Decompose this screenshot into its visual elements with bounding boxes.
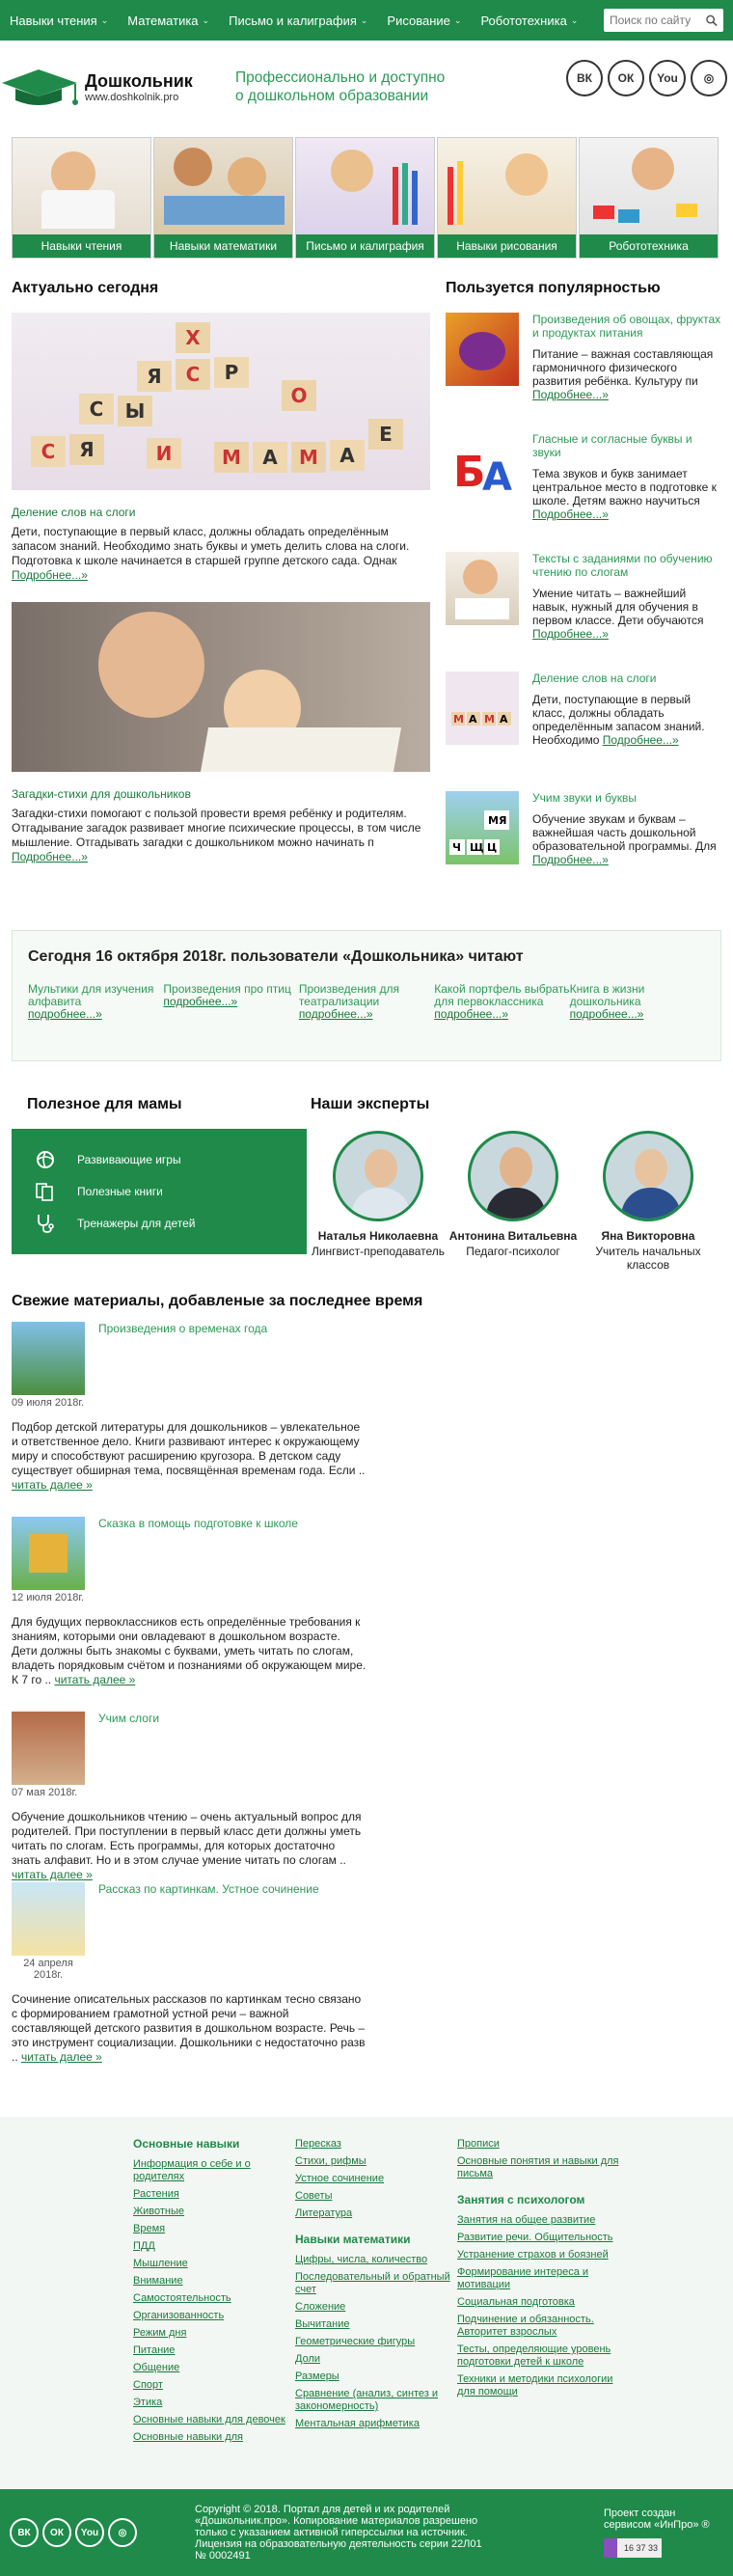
footer-link[interactable]: Геометрические фигуры xyxy=(295,2336,416,2347)
today-link[interactable]: Книга в жизни дошкольника подробнее...» xyxy=(569,982,645,1021)
fresh-date: 12 июля 2018г. xyxy=(12,1592,85,1603)
category-image xyxy=(13,138,150,234)
fresh-title[interactable]: Сказка в помощь подготовке к школе xyxy=(98,1517,298,1530)
footer-link[interactable]: Время xyxy=(133,2223,166,2234)
svg-text:С: С xyxy=(89,397,104,421)
expert-card[interactable]: Наталья Николаевна Лингвист-преподаватель xyxy=(311,1131,446,1272)
chevron-down-icon: ⌄ xyxy=(570,14,579,25)
nav-item-drawing[interactable]: Рисование ⌄ xyxy=(387,13,462,28)
category-image xyxy=(580,138,718,234)
read-more-link[interactable]: читать далее » xyxy=(21,2050,102,2064)
footer-bar xyxy=(0,2489,733,2576)
svg-text:И: И xyxy=(155,442,173,465)
fresh-thumbnail[interactable] xyxy=(12,1712,85,1785)
section-title: Свежие материалы, добавленые за последнее время xyxy=(12,1293,423,1309)
category-tile-writing[interactable]: Письмо и калиграфия xyxy=(295,137,435,259)
svg-text:Ч: Ч xyxy=(452,841,461,854)
footer-link[interactable]: Сложение xyxy=(295,2301,346,2313)
chevron-down-icon: ⌄ xyxy=(360,14,368,25)
svg-text:Р: Р xyxy=(224,361,239,384)
copyright-text: Copyright © 2018. Портал для детей и их родителей «Дошкольник.про». Копирование материалов разрешено только с указанием активной гиперссылки на источник. Лицензия на образовательную деятельность серии 22Л01 № 0002491 xyxy=(195,2504,482,2562)
fresh-title[interactable]: Рассказ по картинкам. Устное сочинение xyxy=(98,1882,319,1896)
more-link[interactable]: Подробнее...» xyxy=(532,853,609,866)
footer-column: Прописи Основные понятия и навыки для письма Занятия с психологом Занятия на общее развитие Развитие речи. Общительность Устранение страхов и боязней Формирование интереса и мотивации Социальная подготовка Подчинение и обязанность. Авторитет взрослых Тесты, определяющие уровень подготовки детей к школе Техники и методики психологии для помощи xyxy=(457,2138,619,2398)
ball-icon xyxy=(33,1150,58,1169)
svg-text:А: А xyxy=(469,713,477,726)
fresh-thumbnail[interactable] xyxy=(12,1322,85,1395)
fresh-item: Сказка в помощь подготовке к школе 12 июля 2018г. Для будущих первоклассников есть определённые требования к знаниям, которыми они овладевают в дошкольном возрасте. Дети должны быть знакомы с буквами, уметь читать по слогам, владеть порядковым счётом и познаниями об окружающем мире. К 7 го .. читать далее » xyxy=(12,1517,366,1686)
more-link[interactable]: Подробнее...» xyxy=(12,850,88,863)
svg-text:Х: Х xyxy=(185,326,201,349)
svg-text:А: А xyxy=(482,455,512,500)
footer-link[interactable]: Основные навыки для девочек xyxy=(133,2414,285,2425)
more-link[interactable]: Подробнее...» xyxy=(602,733,679,747)
svg-text:Е: Е xyxy=(379,423,393,446)
category-image xyxy=(154,138,292,234)
footer-link[interactable]: Тесты, определяющие уровень подготовки детей к школе xyxy=(457,2343,611,2368)
popular-thumbnail xyxy=(446,552,519,625)
more-link[interactable]: Подробнее...» xyxy=(532,388,609,401)
footer-link[interactable]: Информация о себе и о родителях xyxy=(133,2158,251,2182)
footer-link[interactable]: Организованность xyxy=(133,2310,225,2321)
books-icon xyxy=(33,1182,58,1201)
today-reading-block xyxy=(12,930,721,1061)
footer-link[interactable]: Последовательный и обратный счет xyxy=(295,2271,450,2295)
fresh-date: 24 апреля 2018г. xyxy=(23,1958,73,1981)
popular-thumbnail xyxy=(446,791,519,864)
fresh-item: Произведения о временах года 09 июля 2018г. Подбор детской литературы для дошкольников – увлекательное и ответственное дело. Книги развивают интерес к окружающему миру и способствуют расширению кругозора. В детском саду существует обширная тема, посвящённая временам года. Если .. читать далее » xyxy=(12,1322,366,1492)
actual-section xyxy=(12,280,430,895)
avatar xyxy=(468,1131,558,1221)
svg-text:А: А xyxy=(500,713,508,726)
footer-link[interactable]: Доли xyxy=(295,2353,321,2365)
experts-section xyxy=(311,1096,716,1272)
section-title: Наши эксперты xyxy=(311,1096,430,1112)
category-tile-math[interactable]: Навыки математики xyxy=(153,137,293,259)
footer-link[interactable]: Мышление xyxy=(133,2258,188,2269)
site-header xyxy=(0,41,733,133)
section-title: Актуально сегодня xyxy=(12,280,159,296)
footer-link[interactable]: Социальная подготовка xyxy=(457,2296,575,2308)
footer-link[interactable]: Вычитание xyxy=(295,2318,350,2330)
footer-link[interactable]: Этика xyxy=(133,2397,163,2408)
footer-link[interactable]: Устранение страхов и боязней xyxy=(457,2249,609,2261)
youtube-icon[interactable]: You xyxy=(649,60,686,96)
expert-card[interactable]: Антонина Витальевна Педагог-психолог xyxy=(446,1131,581,1272)
svg-text:М: М xyxy=(222,446,241,469)
footer-link[interactable]: Внимание xyxy=(133,2275,183,2287)
footer-link[interactable]: Занятия на общее развитие xyxy=(457,2214,596,2226)
avatar xyxy=(603,1131,693,1221)
footer-link[interactable]: Устное сочинение xyxy=(295,2173,385,2184)
visit-counter: 16 37 33 xyxy=(604,2538,662,2558)
svg-text:А: А xyxy=(262,446,278,469)
svg-text:Б: Б xyxy=(453,448,486,497)
today-heading: Сегодня 16 октября 2018г. пользователи «Дошкольника» читают xyxy=(28,948,524,965)
mom-item-trainers[interactable]: Тренажеры для детей xyxy=(33,1214,285,1233)
more-link[interactable]: Подробнее...» xyxy=(532,627,609,641)
nav-item-math[interactable]: Математика ⌄ xyxy=(127,13,210,28)
footer-link[interactable]: ПДД xyxy=(133,2240,155,2252)
footer-link[interactable]: Советы xyxy=(295,2190,333,2202)
site-logo[interactable] xyxy=(0,58,228,116)
svg-text:М: М xyxy=(484,713,495,726)
popular-thumbnail xyxy=(446,432,519,506)
footer-link[interactable]: Подчинение и обязанность. Авторитет взрослых xyxy=(457,2314,594,2338)
article-image[interactable] xyxy=(12,313,430,490)
read-more-link[interactable]: читать далее » xyxy=(12,1868,93,1881)
footer-link[interactable]: Прописи xyxy=(457,2138,500,2150)
footer-link[interactable]: Питание xyxy=(133,2344,176,2356)
svg-text:М: М xyxy=(299,446,318,469)
footer-link[interactable]: Ментальная арифметика xyxy=(295,2418,420,2429)
svg-text:С: С xyxy=(185,363,201,386)
fresh-title[interactable]: Произведения о временах года xyxy=(98,1322,268,1335)
instagram-icon[interactable]: ◎ xyxy=(691,60,727,96)
brand-url: www.doshkolnik.pro xyxy=(85,91,179,103)
footer-column: Пересказ Стихи, рифмы Устное сочинение Советы Литература Навыки математики Цифры, числа, количество Последовательный и обратный счет Сложение Вычитание Геометрические фигуры Доли Размеры Сравнение (анализ, синтез и закономерность) Ментальная арифметика xyxy=(295,2138,457,2489)
footer-link[interactable]: Основные навыки для xyxy=(133,2431,243,2443)
mom-section xyxy=(12,1096,307,1272)
read-more-link[interactable]: читать далее » xyxy=(12,1478,93,1492)
footer-link[interactable]: Пересказ xyxy=(295,2138,341,2150)
footer-link[interactable]: Размеры xyxy=(295,2370,339,2382)
odnoklassniki-icon[interactable]: ОК xyxy=(608,60,644,96)
today-link[interactable]: Произведения про птиц подробнее...» xyxy=(163,982,291,1008)
footer-link[interactable]: Режим дня xyxy=(133,2327,187,2339)
popular-item[interactable]: М А М А Деление слов на слоги Дети, поступающие в первый класс, должны обладать определённым запасом знаний. Необходимо Подробнее...» xyxy=(446,671,721,776)
footer-link[interactable]: Сравнение (анализ, синтез и закономерность) xyxy=(295,2388,439,2412)
svg-text:Ы: Ы xyxy=(124,399,146,423)
search-box xyxy=(604,9,723,32)
popular-thumbnail xyxy=(446,313,519,386)
instagram-icon[interactable]: ◎ xyxy=(108,2518,137,2547)
svg-text:Я: Я xyxy=(79,438,95,461)
more-link[interactable]: Подробнее...» xyxy=(532,507,609,521)
section-title: Пользуется популярностью xyxy=(446,280,661,296)
nav-item-writing[interactable]: Письмо и калиграфия ⌄ xyxy=(229,13,368,28)
popular-item[interactable]: Тексты с заданиями по обучению чтению по слогам Умение читать – важнейший навык, нужный для обучения в первом классе. Дети обучаются Подробнее...» xyxy=(446,552,721,656)
social-links xyxy=(566,60,727,96)
youtube-icon[interactable]: You xyxy=(75,2518,104,2547)
graduation-cap-icon xyxy=(0,58,85,116)
more-link[interactable]: Подробнее...» xyxy=(12,568,88,582)
footer-link[interactable]: Стихи, рифмы xyxy=(295,2155,366,2167)
vk-icon[interactable]: ВК xyxy=(10,2518,39,2547)
mom-item-books[interactable]: Полезные книги xyxy=(33,1182,285,1201)
footer-link[interactable]: Цифры, числа, количество xyxy=(295,2254,428,2265)
footer-link[interactable]: Техники и методики психологии для помощи xyxy=(457,2373,613,2398)
category-tile-reading[interactable]: Навыки чтения xyxy=(12,137,151,259)
svg-text:А: А xyxy=(339,444,355,467)
chevron-down-icon: ⌄ xyxy=(453,14,462,25)
svg-text:Щ: Щ xyxy=(470,841,484,854)
svg-text:О: О xyxy=(290,384,308,407)
footer-link[interactable]: Спорт xyxy=(133,2379,163,2391)
fresh-item: Учим слоги 07 мая 2018г. Обучение дошкольников чтению – очень актуальный вопрос для родителей. При поступлении в первый класс дети должны уметь читать по слогам. Есть программы, для которых достаточно знать алфавит. Но и в этом случае умение читать по слогам .. читать далее » xyxy=(12,1712,362,1881)
fresh-section xyxy=(0,1293,733,2065)
footer-link[interactable]: Развитие речи. Общительность xyxy=(457,2232,613,2243)
today-link[interactable]: Какой портфель выбрать для первоклассника подробнее...» xyxy=(434,982,570,1021)
popular-thumbnail xyxy=(446,671,519,745)
made-by: Проект создан сервисом «ИнПро» ® 16 37 33 xyxy=(604,2507,723,2558)
svg-text:М: М xyxy=(453,713,464,726)
article-image[interactable] xyxy=(12,602,430,772)
brand-name: Дошкольник xyxy=(85,70,193,91)
footer-link[interactable]: Общение xyxy=(133,2362,180,2373)
read-more-link[interactable]: читать далее » xyxy=(54,1673,136,1686)
svg-text:Ц: Ц xyxy=(487,841,498,854)
popular-section xyxy=(446,280,721,895)
fresh-item: Рассказ по картинкам. Устное сочинение 24 апреля 2018г. Сочинение описательных рассказов по картинкам тесно связано с формированием грамотной устной речи – важной составляющей детского развития в дошкольном возрасте. Речь – это инструмент социализации. Дошкольники с недостаточно разв .. читать далее » xyxy=(12,1882,366,2064)
fresh-title[interactable]: Учим слоги xyxy=(98,1712,160,1725)
letter-blocks-image xyxy=(12,313,430,490)
vk-icon[interactable]: ВК xyxy=(566,60,603,96)
fresh-thumbnail[interactable] xyxy=(12,1882,85,1956)
nav-item-robotics[interactable]: Робототехника ⌄ xyxy=(480,13,579,28)
search-icon[interactable] xyxy=(706,14,718,27)
expert-card[interactable]: Яна Викторовна Учитель начальных классов xyxy=(581,1131,716,1272)
svg-text:МЯ: МЯ xyxy=(488,814,507,827)
odnoklassniki-icon[interactable]: ОК xyxy=(42,2518,71,2547)
footer-column: Основные навыки Информация о себе и о родителях Растения Животные Время ПДД Мышление Внимание Самостоятельность Организованность Режим дня Питание Общение Спорт Этика Основные навыки для девочек Основные навыки для xyxy=(133,2138,295,2489)
popular-item[interactable]: Б А Гласные и согласные буквы и звуки Тема звуков и букв занимает центральное место в подготовке к школе. Детям важно научиться Подробнее...» xyxy=(446,432,721,536)
category-tile-robotics[interactable]: Робототехника xyxy=(579,137,719,259)
avatar xyxy=(333,1131,423,1221)
fresh-date: 09 июля 2018г. xyxy=(12,1397,85,1409)
svg-text:Я: Я xyxy=(147,365,162,388)
section-title: Полезное для мамы xyxy=(27,1096,182,1112)
footer-link[interactable]: Литература xyxy=(295,2207,353,2219)
today-link[interactable]: Мультики для изучения алфавита подробнее...» xyxy=(28,982,154,1021)
category-image xyxy=(438,138,576,234)
footer-link[interactable]: Формирование интереса и мотивации xyxy=(457,2266,589,2290)
svg-text:С: С xyxy=(41,440,56,463)
mom-menu xyxy=(12,1129,307,1254)
popular-item[interactable]: Произведения об овощах, фруктах и продуктах питания Питание – важная составляющая гармоничного физического развития ребёнка. Культуру пи Подробнее...» xyxy=(446,313,721,417)
fresh-thumbnail[interactable] xyxy=(12,1517,85,1590)
chevron-down-icon: ⌄ xyxy=(100,14,109,25)
category-image xyxy=(296,138,434,234)
article-text: Дети, поступающие в первый класс, должны обладать определённым запасом знаний. Необходимо знать буквы и уметь делить слова на слоги. Подготовка к школе начинается в старшей группе детского сада. Однак Подробнее...» xyxy=(12,525,410,582)
category-tile-drawing[interactable]: Навыки рисования xyxy=(437,137,577,259)
fresh-date: 07 мая 2018г. xyxy=(12,1787,78,1798)
stethoscope-icon xyxy=(33,1214,58,1233)
today-link[interactable]: Произведения для театрализации подробнее...» xyxy=(298,982,399,1021)
footer-link[interactable]: Самостоятельность xyxy=(133,2292,231,2304)
footer-link[interactable]: Животные xyxy=(133,2206,185,2217)
category-tiles xyxy=(0,137,733,259)
mom-item-games[interactable]: Развивающие игры xyxy=(33,1150,285,1169)
footer-link[interactable]: Растения xyxy=(133,2188,179,2200)
search-input[interactable] xyxy=(610,14,702,27)
popular-item[interactable]: Ч Щ Ц МЯ Учим звуки и буквы Обучение звукам и буквам – важнейшая часть дошкольной образовательной программы. Для Подробнее...» xyxy=(446,791,721,895)
article-link[interactable]: Загадки-стихи для дошкольников xyxy=(12,787,191,801)
footer-link[interactable]: Основные понятия и навыки для письма xyxy=(457,2155,619,2179)
footer-social xyxy=(10,2518,137,2547)
article-text: Загадки-стихи помогают с пользой провести время ребёнку и родителям. Отгадывание загадок развивает многие психические процессы, в том числе мышление. Отгадывать загадки с дошкольником можно начинать п Подробнее...» xyxy=(12,807,421,863)
footer-links xyxy=(0,2117,733,2489)
article-link[interactable]: Деление слов на слоги xyxy=(12,506,136,519)
nav-item-reading[interactable]: Навыки чтения ⌄ xyxy=(10,13,109,28)
top-navigation xyxy=(0,0,733,41)
tagline: Профессионально и доступно о дошкольном образовании xyxy=(235,69,446,104)
chevron-down-icon: ⌄ xyxy=(202,14,210,25)
